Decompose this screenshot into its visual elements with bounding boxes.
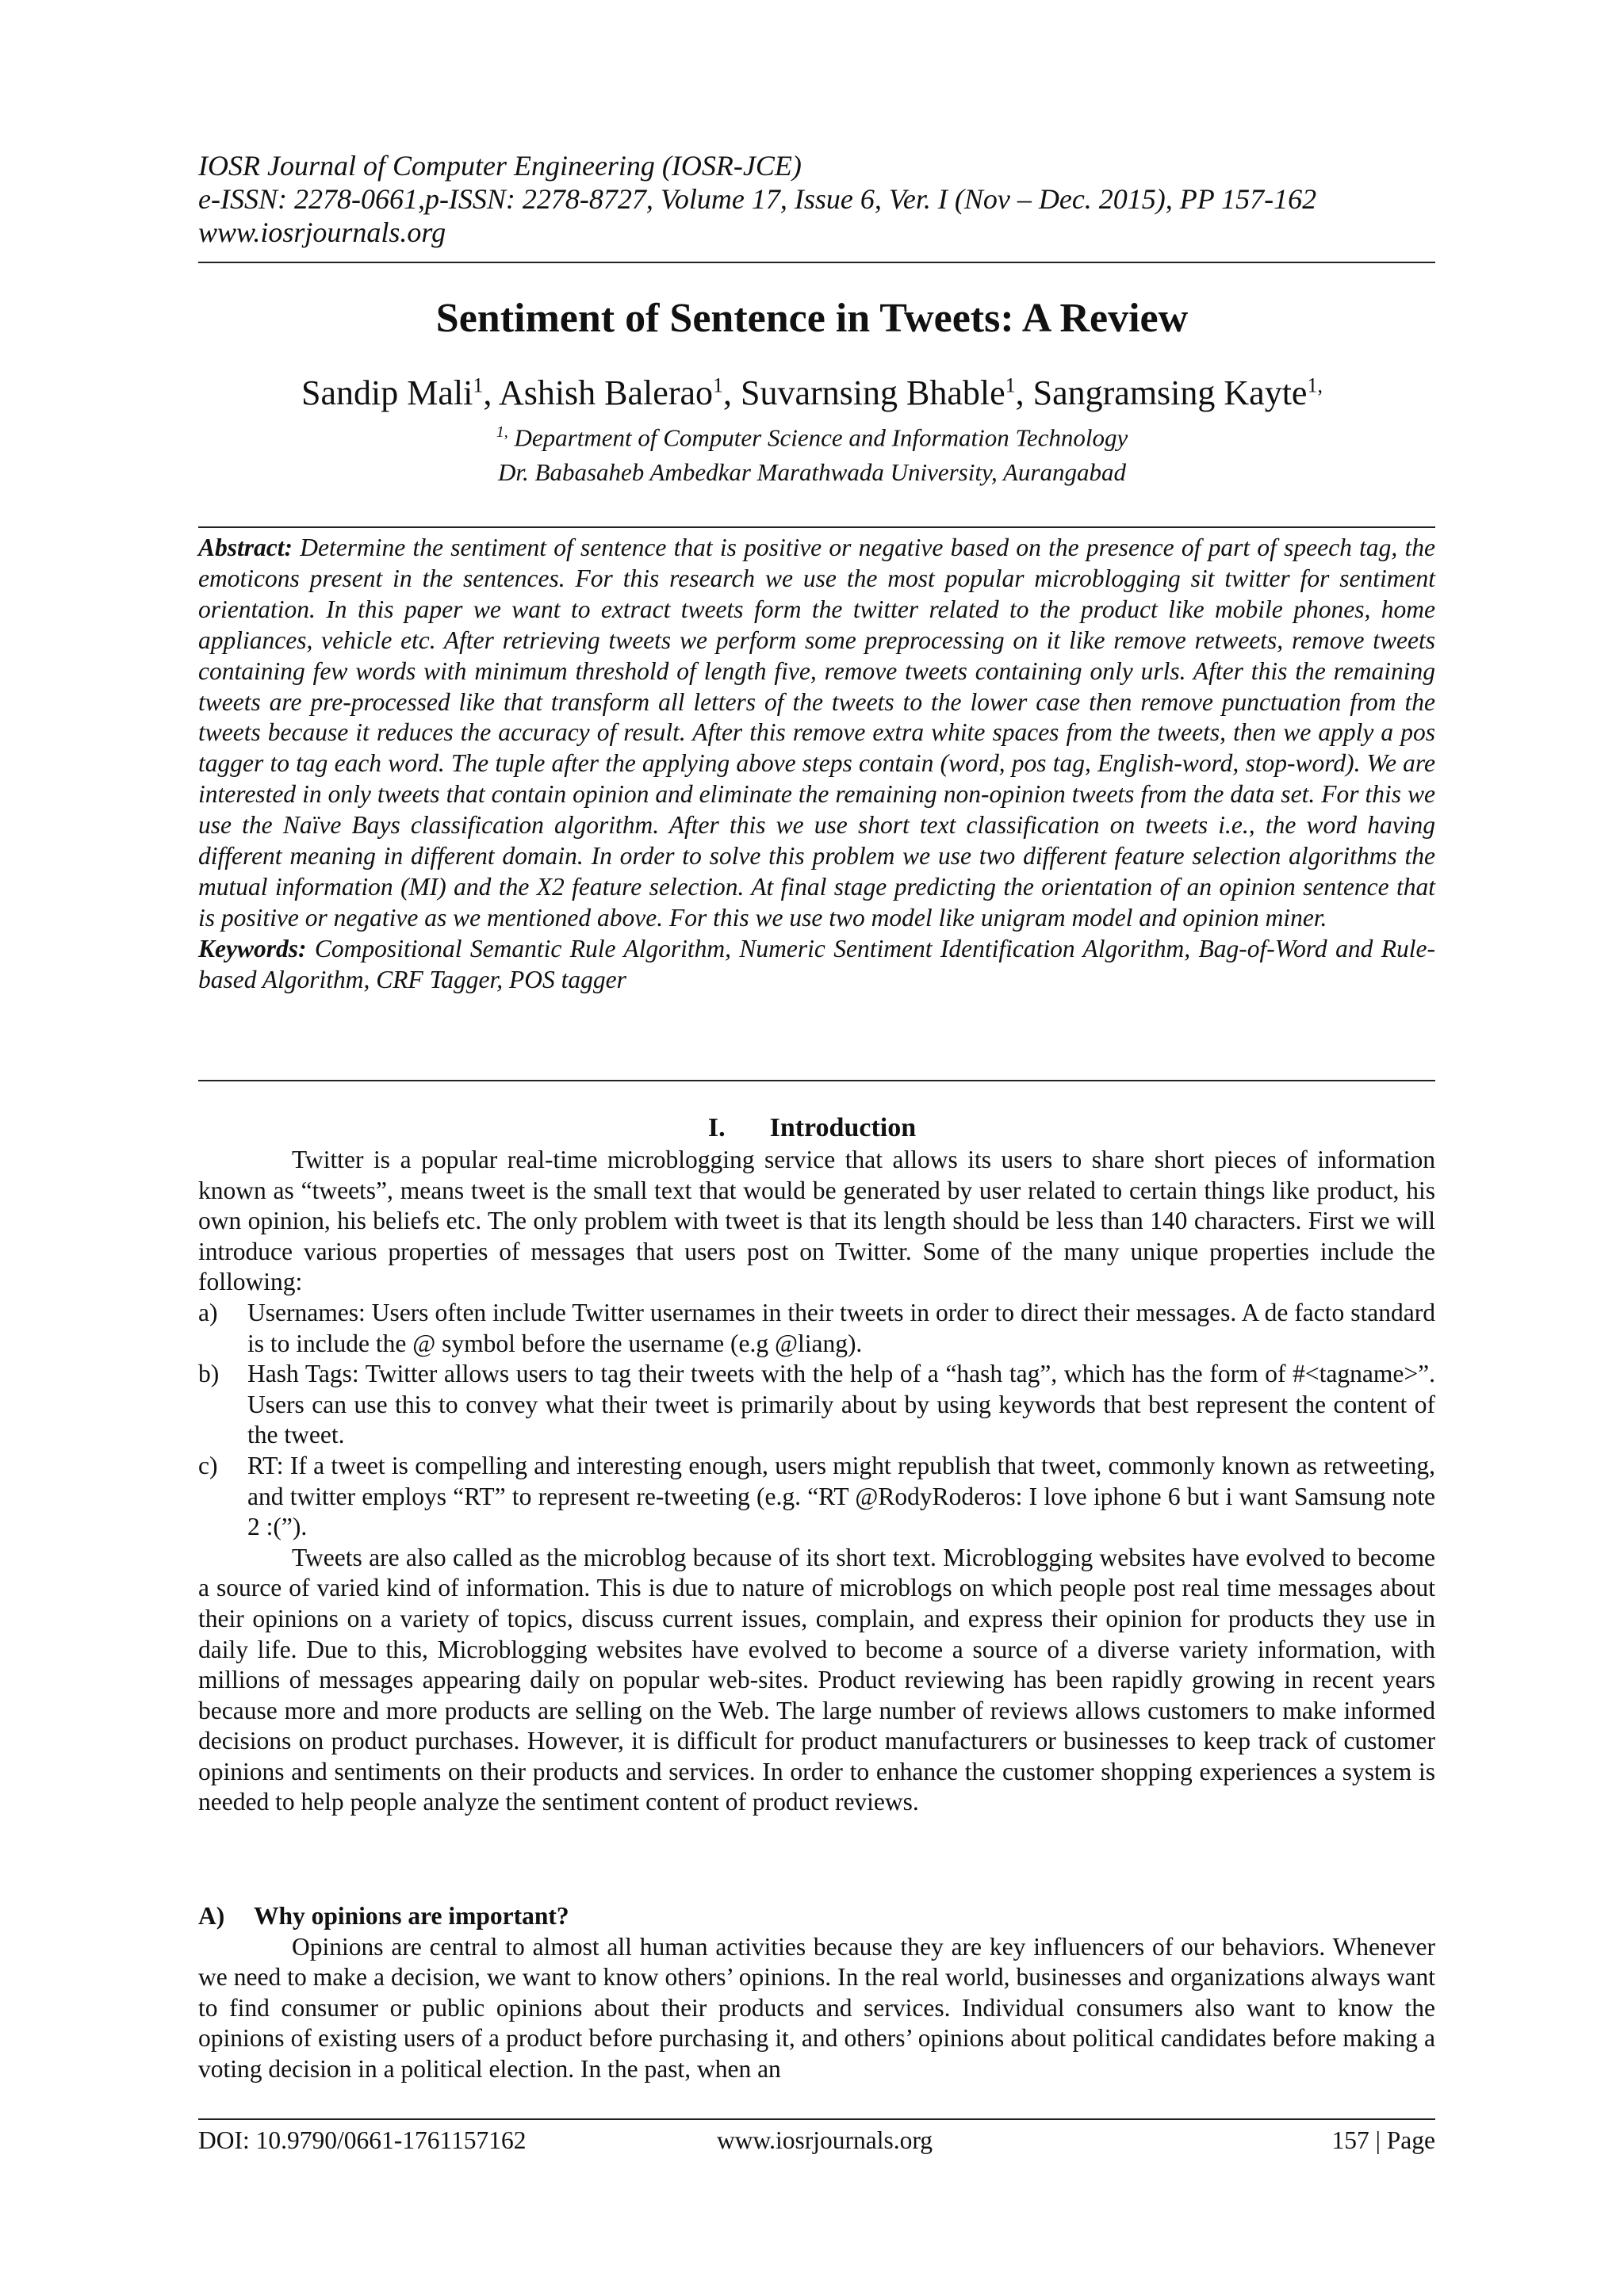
paper-title: Sentiment of Sentence in Tweets: A Review [435,296,1189,341]
journal-website: www.iosrjournals.org [198,216,446,248]
subsection-paragraph: Opinions are central to almost all human activities because they are key influencers of our behaviors. Whenever we need to make a decision, we want to know others’ opinions. In the real world, businesses and organizations always want to find consumer or public opinions about their products and services. Individual consumers also want to know the opinions of existing users of a product before purchasing it, and others’ opinions about political candidates before making a voting decision in a political election. In the past, when an [198,1932,1435,2083]
footer-page-number: 157 | Page [1331,2126,1435,2154]
author-name: Suvarnsing Bhable [741,373,1005,412]
list-item [198,1359,1435,1451]
author-name: Ashish Balerao [498,373,713,412]
footer-doi: DOI: 10.9790/0661-1761157162 [198,2126,527,2154]
affiliation-university: Dr. Babasaheb Ambedkar Marathwada University, Aurangabad [498,458,1126,486]
author-affiliation-mark: 1 [1005,373,1016,397]
subsection-heading [198,1901,1435,1932]
journal-issn: e-ISSN: 2278-0661,p-ISSN: 2278-8727, Volume 17, Issue 6, Ver. I (Nov – Dec. 2015), PP 157-162 [198,183,1317,215]
subsection-block [198,1901,1435,2085]
intro-paragraph: Twitter is a popular real-time microblogging service that allows its users to share short pieces of information known as “tweets”, means tweet is the small text that would be generated by user related to certain things like product, his own opinion, his beliefs etc. The only problem with tweet is that its length should be less than 140 characters. First we will introduce various properties of messages that users post on Twitter. Some of the many unique properties include the following: [198,1146,1435,1296]
keywords-text: Compositional Semantic Rule Algorithm, Numeric Sentiment Identification Algorithm, Bag-of-Word and Rule-based Algorithm, CRF Tagger, POS tagger [198,934,1435,993]
journal-header [198,149,1435,249]
abstract-block [198,533,1435,996]
keywords-label: Keywords: [198,934,307,962]
abstract-top-rule [198,526,1435,528]
author-affiliation-mark: 1 [473,373,484,397]
properties-list [198,1298,1435,1543]
intro-paragraph: Tweets are also called as the microblog because of its short text. Microblogging websites have evolved to become a source of varied kind of information. This is due to nature of microblogs on which people post real time messages about their opinions on a variety of topics, discuss current issues, complain, and express their opinion for products they use in daily life. Due to this, Microblogging websites have evolved to become a source of a diverse variety information, with millions of messages appearing daily on popular web-sites. Product reviewing has been rapidly growing in recent years because more and more products are selling on the Web. The large number of reviews allows customers to make informed decisions on product purchases. However, it is difficult for product manufacturers or businesses to keep track of customer opinions and sentiments on their products and services. In order to enhance the customer shopping experiences a system is needed to help people analyze the sentiment content of product reviews. [198,1543,1435,1816]
footer-website: www.iosrjournals.org [716,2126,933,2154]
author-affiliation-mark: 1, [1307,373,1323,397]
author-affiliation-mark: 1 [713,373,723,397]
subsection-marker: A) [198,1902,225,1930]
abstract-text: Determine the sentiment of sentence that is positive or negative based on the presence of part of speech tag, the emoticons present in the sentences. For this research we use the most popular microblogging sit twitter for sentiment orientation. In this paper we want to extract tweets form the twitter related to the product like mobile phones, home appliances, vehicle etc. After retrieving tweets we perform some preprocessing on it like remove retweets, remove tweets containing few words with minimum threshold of length five, remove tweets containing only urls. After this the remaining tweets are pre-processed like that transform all letters of the tweets to the lower case then remove punctuation from the tweets because it reduces the accuracy of result. After this remove extra white spaces from the tweets, then we apply a pos tagger to tag each word. The tuple after the applying above steps contain (word, pos tag, English-word, stop-word). We are interested in only tweets that contain opinion and eliminate the remaining non-opinion tweets from the data set. For this we use the Naïve Bays classification algorithm. After this we use short text classification on tweets i.e., the word having different meaning in different domain. In order to solve this problem we use two different feature selection algorithms the mutual information (MI) and the X2 feature selection. At final stage predicting the orientation of an opinion sentence that is positive or negative as we mentioned above. For this we use two model like unigram model and opinion miner. [198,534,1435,932]
abstract-bottom-rule [198,1080,1435,1081]
section-number: I. [707,1113,726,1142]
journal-name: IOSR Journal of Computer Engineering (IOSR-JCE) [198,150,802,182]
footer-rule [198,2118,1435,2120]
section-title: Introduction [769,1113,917,1142]
subsection-title: Why opinions are important? [254,1902,569,1930]
section-heading [0,1113,1624,1143]
list-item-text: Hash Tags: Twitter allows users to tag their tweets with the help of a “hash tag”, which has the form of #<tagname>”. Users can use this to convey what their tweet is primarily about by using keywords that best represent the content of the tweet. [247,1360,1435,1449]
author-name: Sandip Mali [301,373,473,412]
author-list: Sandip Mali$^1$, Ashish Balerao$^1$, Suvarnsing Bhable$^1$, Sangramsing Kayte$^{1,}$ [301,373,1323,412]
keywords-paragraph [198,934,1435,996]
abstract-paragraph [198,533,1435,934]
list-marker: c) [198,1451,218,1479]
list-item [198,1298,1435,1359]
list-marker: b) [198,1360,220,1388]
introduction-body [198,1145,1435,1818]
list-item-text: Usernames: Users often include Twitter usernames in their tweets in order to direct their messages. A de facto standard is to include the @ symbol before the username (e.g @liang). [247,1298,1435,1357]
header-rule [198,262,1435,263]
affiliation-mark: 1, [496,423,508,441]
abstract-label: Abstract: [198,534,293,561]
list-item-text: RT: If a tweet is compelling and interesting enough, users might republish that tweet, commonly known as retweeting, and twitter employs “RT” to represent re-tweeting (e.g. “RT @RodyRoderos: I love iphone 6 but i want Samsung note 2 :(”). [247,1451,1435,1541]
affiliation-department: $^{1,}$ Department of Computer Science and Information Technology [496,423,1128,452]
author-name: Sangramsing Kayte [1032,373,1308,412]
list-marker: a) [198,1298,218,1326]
list-item [198,1451,1435,1543]
